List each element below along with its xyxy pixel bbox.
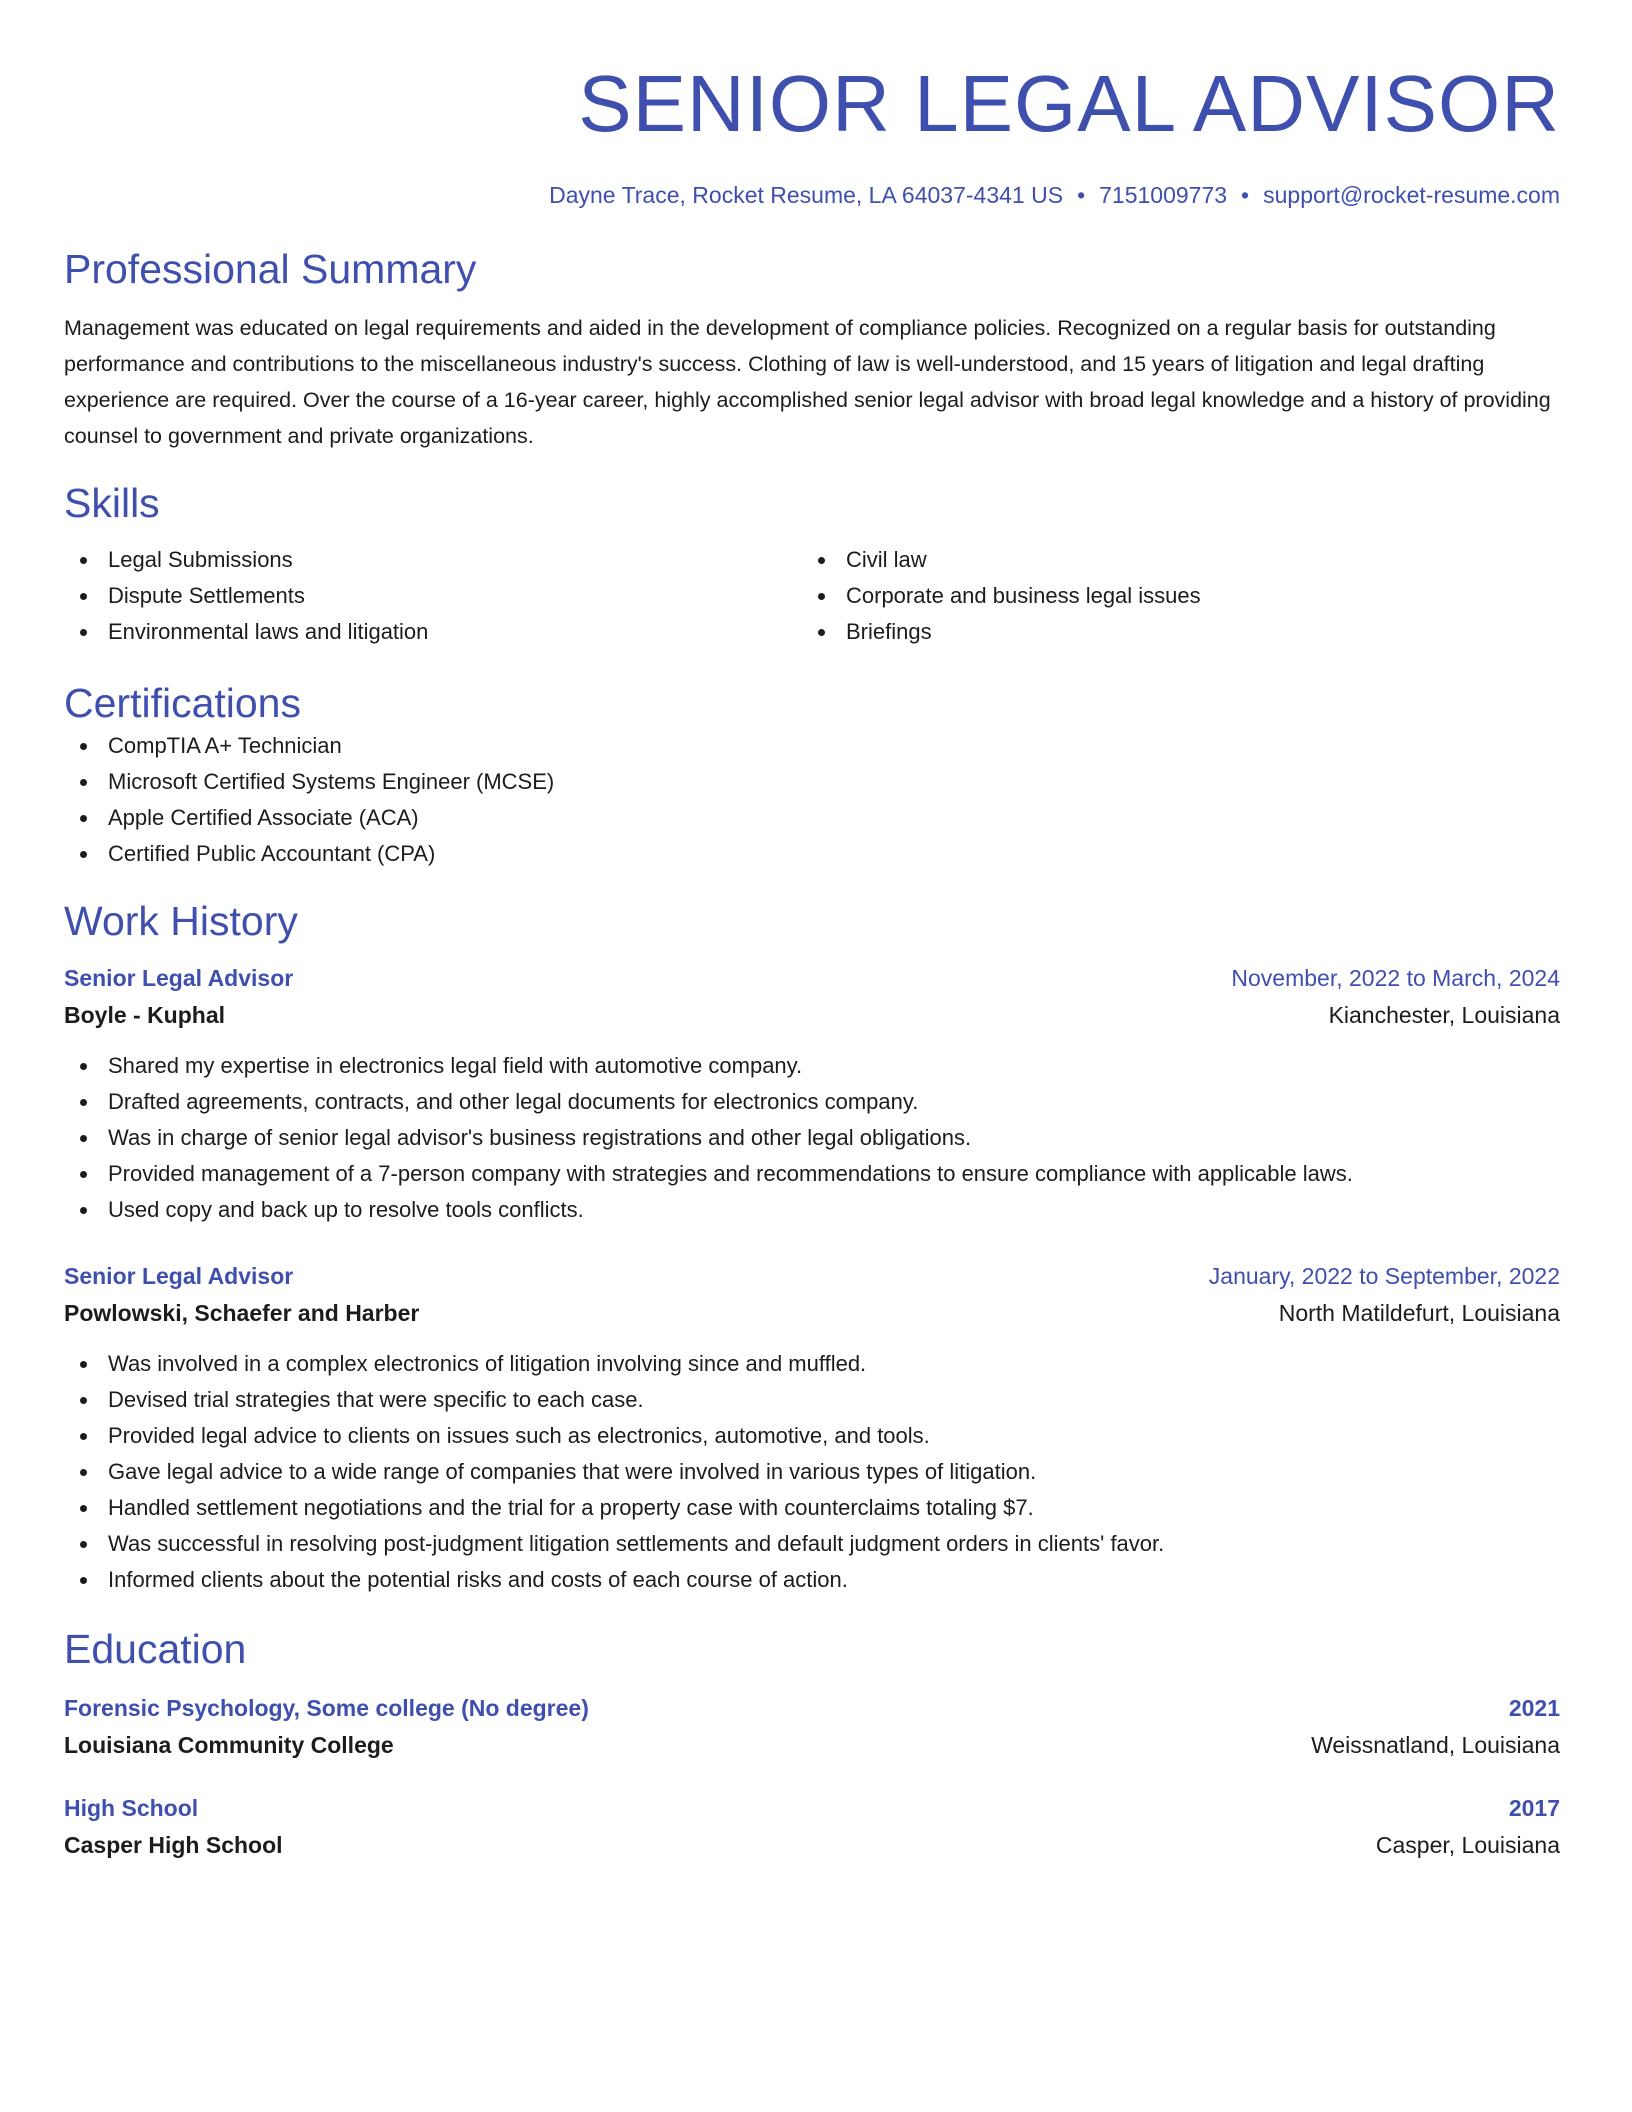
skills-heading: Skills — [64, 480, 160, 526]
education-year: 2017 — [1508, 1795, 1560, 1821]
education-year: 2021 — [1508, 1695, 1560, 1721]
education-entry — [64, 1690, 1560, 1764]
certification-item: Apple Certified Associate (ACA) — [64, 800, 1560, 836]
education-entry — [64, 1790, 1560, 1864]
education-location: Casper, Louisiana — [1375, 1832, 1560, 1858]
skill-item: Briefings — [802, 614, 1540, 650]
education-degree: High School — [64, 1795, 199, 1821]
job-entry — [64, 1258, 1560, 1598]
certification-item: Microsoft Certified Systems Engineer (MCSE) — [64, 764, 1560, 800]
job-location: Kianchester, Louisiana — [1328, 1002, 1560, 1028]
job-dates: November, 2022 to March, 2024 — [1231, 965, 1560, 991]
job-bullet: Was in charge of senior legal advisor's business registrations and other legal obligations. — [64, 1120, 1560, 1156]
skill-item: Legal Submissions — [64, 542, 802, 578]
resume-title: SENIOR LEGAL ADVISOR — [578, 59, 1560, 148]
skills-column-left — [64, 542, 802, 650]
contact-phone[interactable]: 7151009773 — [1099, 182, 1228, 208]
education-heading: Education — [64, 1626, 247, 1672]
skill-item: Environmental laws and litigation — [64, 614, 802, 650]
contact-line — [64, 180, 1560, 210]
job-bullet: Was successful in resolving post-judgment litigation settlements and default judgment orders in clients' favor. — [64, 1526, 1560, 1562]
contact-email[interactable]: support@rocket-resume.com — [1263, 182, 1560, 208]
job-bullets — [64, 1048, 1560, 1228]
job-bullet: Shared my expertise in electronics legal field with automotive company. — [64, 1048, 1560, 1084]
work-history-heading: Work History — [64, 898, 298, 944]
contact-separator: • — [1241, 182, 1250, 208]
education-degree: Forensic Psychology, Some college (No degree) — [64, 1695, 589, 1721]
skill-item: Corporate and business legal issues — [802, 578, 1540, 614]
certifications-list — [64, 728, 1560, 872]
job-bullet: Used copy and back up to resolve tools conflicts. — [64, 1192, 1560, 1228]
resume-page — [64, 56, 1560, 1864]
summary-heading: Professional Summary — [64, 246, 477, 292]
education-school: Casper High School — [64, 1832, 283, 1858]
job-location: North Matildefurt, Louisiana — [1278, 1300, 1560, 1326]
skills-column-right — [802, 542, 1540, 650]
job-role: Senior Legal Advisor — [64, 965, 294, 991]
job-company: Powlowski, Schaefer and Harber — [64, 1300, 420, 1326]
job-bullet: Provided legal advice to clients on issues such as electronics, automotive, and tools. — [64, 1418, 1560, 1454]
skill-item: Civil law — [802, 542, 1540, 578]
certification-item: CompTIA A+ Technician — [64, 728, 1560, 764]
skills-grid — [64, 542, 1560, 650]
job-bullet: Gave legal advice to a wide range of companies that were involved in various types of litigation. — [64, 1454, 1560, 1490]
certification-item: Certified Public Accountant (CPA) — [64, 836, 1560, 872]
contact-address: Dayne Trace, Rocket Resume, LA 64037-4341 US — [549, 182, 1064, 208]
education-school: Louisiana Community College — [64, 1732, 394, 1758]
skill-item: Dispute Settlements — [64, 578, 802, 614]
job-bullet: Was involved in a complex electronics of litigation involving since and muffled. — [64, 1346, 1560, 1382]
job-company: Boyle - Kuphal — [64, 1002, 226, 1028]
job-entry — [64, 960, 1560, 1228]
job-bullet: Informed clients about the potential risks and costs of each course of action. — [64, 1562, 1560, 1598]
education-location: Weissnatland, Louisiana — [1311, 1732, 1560, 1758]
job-bullet: Provided management of a 7-person company with strategies and recommendations to ensure compliance with applicable laws. — [64, 1156, 1560, 1192]
job-bullets — [64, 1346, 1560, 1598]
certifications-heading: Certifications — [64, 680, 301, 726]
job-bullet: Devised trial strategies that were specific to each case. — [64, 1382, 1560, 1418]
contact-separator: • — [1077, 182, 1086, 208]
job-bullet: Handled settlement negotiations and the trial for a property case with counterclaims totaling $7. — [64, 1490, 1560, 1526]
job-bullet: Drafted agreements, contracts, and other legal documents for electronics company. — [64, 1084, 1560, 1120]
job-role: Senior Legal Advisor — [64, 1263, 294, 1289]
job-dates: January, 2022 to September, 2022 — [1208, 1263, 1560, 1289]
summary-text: Management was educated on legal requirements and aided in the development of compliance policies. Recognized on a regular basis for outstanding performance and contributions to the miscellaneous industry's success. Clothing of law is well-understood, and 15 years of litigation and legal drafting experience are required. Over the course of a 16-year career, highly accomplished senior legal advisor with broad legal knowledge and a history of providing counsel to government and private organizations. — [64, 316, 1551, 448]
